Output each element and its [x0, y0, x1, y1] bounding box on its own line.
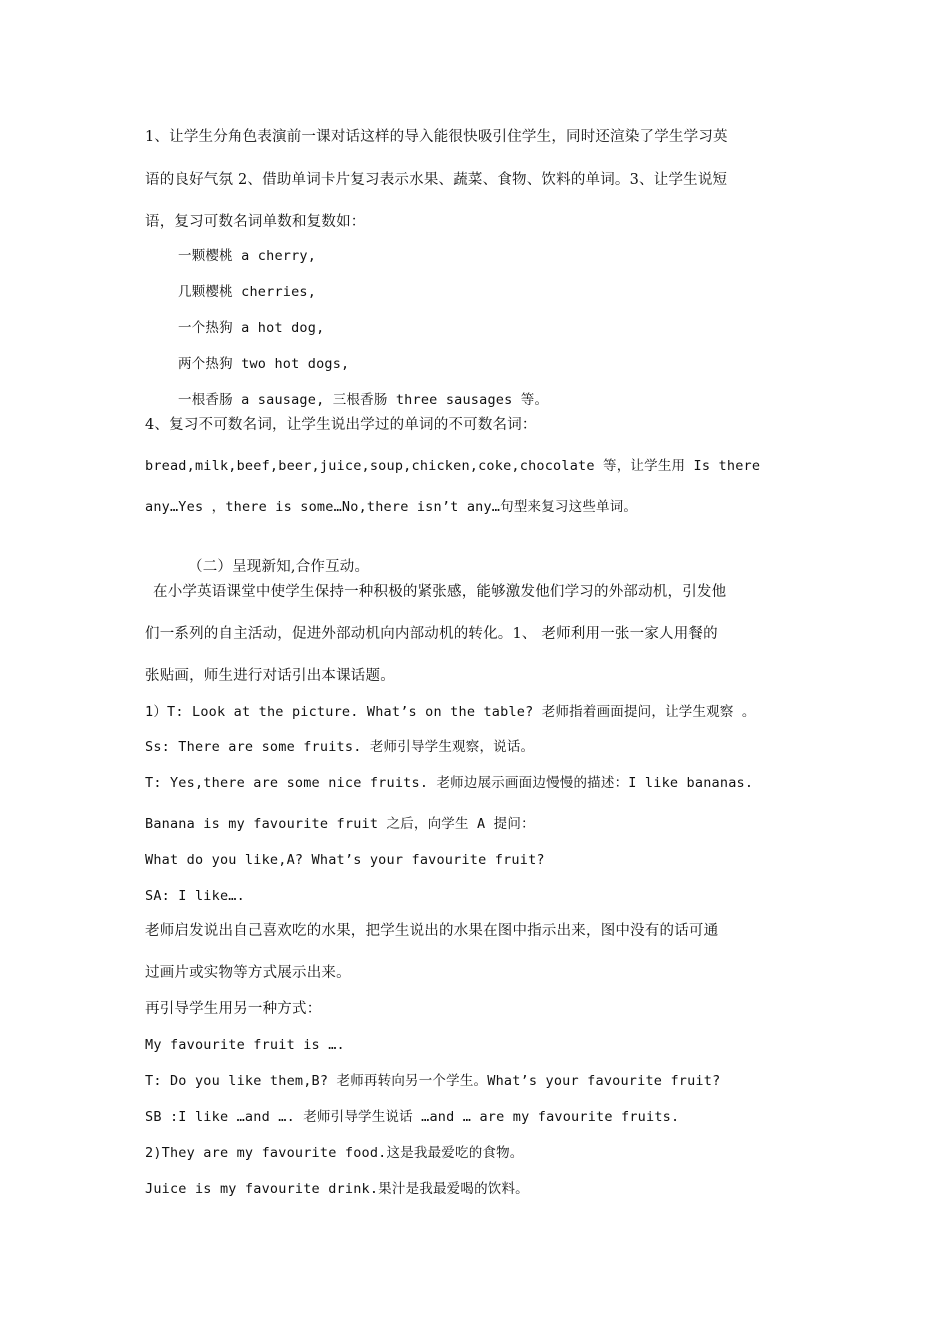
dialogue-line: T: Yes,there are some nice fruits. 老师边展示画面边慢慢的描述：I like bananas. [145, 775, 754, 791]
list-item: 两个热狗 two hot dogs, [178, 356, 350, 372]
paragraph-line: any…Yes ，there is some…No,there isn’t any…句型来复习这些单词。 [145, 499, 638, 515]
dialogue-line: My favourite fruit is …. [145, 1037, 345, 1053]
section-heading: （二）呈现新知,合作互动。 [188, 559, 370, 575]
paragraph-line: 老师启发说出自己喜欢吃的水果，把学生说出的水果在图中指示出来，图中没有的话可通 [145, 923, 719, 939]
paragraph-line: 过画片或实物等方式展示出来。 [145, 965, 351, 981]
paragraph-line: 们一系列的自主活动，促进外部动机向内部动机的转化。1、 老师利用一张一家人用餐的 [145, 626, 718, 642]
dialogue-line: T: Do you like them,B? 老师再转向另一个学生。What’s your favourite fruit? [145, 1073, 721, 1089]
list-item: 一颗樱桃 a cherry, [178, 248, 317, 264]
paragraph-line: 1、让学生分角色表演前一课对话这样的导入能很快吸引住学生，同时还渲染了学生学习英 [145, 129, 728, 145]
paragraph-line: 语的良好气氛 2、借助单词卡片复习表示水果、蔬菜、食物、饮料的单词。3、让学生说短 [145, 172, 728, 188]
dialogue-line: 1）T: Look at the picture. What’s on the table? 老师指着画面提问，让学生观察 。 [145, 704, 756, 720]
dialogue-line: Juice is my favourite drink.果汁是我最爱喝的饮料。 [145, 1181, 529, 1197]
dialogue-line: What do you like,A? What’s your favourite fruit? [145, 852, 545, 868]
list-item: 几颗樱桃 cherries, [178, 284, 317, 300]
list-item: 一根香肠 a sausage, 三根香肠 three sausages 等。 [178, 392, 549, 408]
paragraph-line: 4、复习不可数名词，让学生说出学过的单词的不可数名词： [145, 417, 537, 433]
paragraph-line: 张贴画，师生进行对话引出本课话题。 [145, 668, 395, 684]
dialogue-line: SA: I like…. [145, 888, 245, 904]
list-item: 一个热狗 a hot dog, [178, 320, 325, 336]
paragraph-line: 语，复习可数名词单数和复数如： [145, 214, 366, 230]
dialogue-line: Ss: There are some fruits. 老师引导学生观察，说话。 [145, 739, 535, 755]
dialogue-line: SB :I like …and …. 老师引导学生说话 …and … are my favourite fruits. [145, 1109, 680, 1125]
dialogue-line: Banana is my favourite fruit 之后，向学生 A 提问： [145, 816, 535, 832]
paragraph-line: bread,milk,beef,beer,juice,soup,chicken,coke,chocolate 等，让学生用 Is there [145, 458, 761, 474]
dialogue-line: 2)They are my favourite food.这是我最爱吃的食物。 [145, 1145, 524, 1161]
paragraph-line: 在小学英语课堂中使学生保持一种积极的紧张感，能够激发他们学习的外部动机，引发他 [153, 584, 727, 600]
paragraph-line: 再引导学生用另一种方式： [145, 1001, 322, 1017]
